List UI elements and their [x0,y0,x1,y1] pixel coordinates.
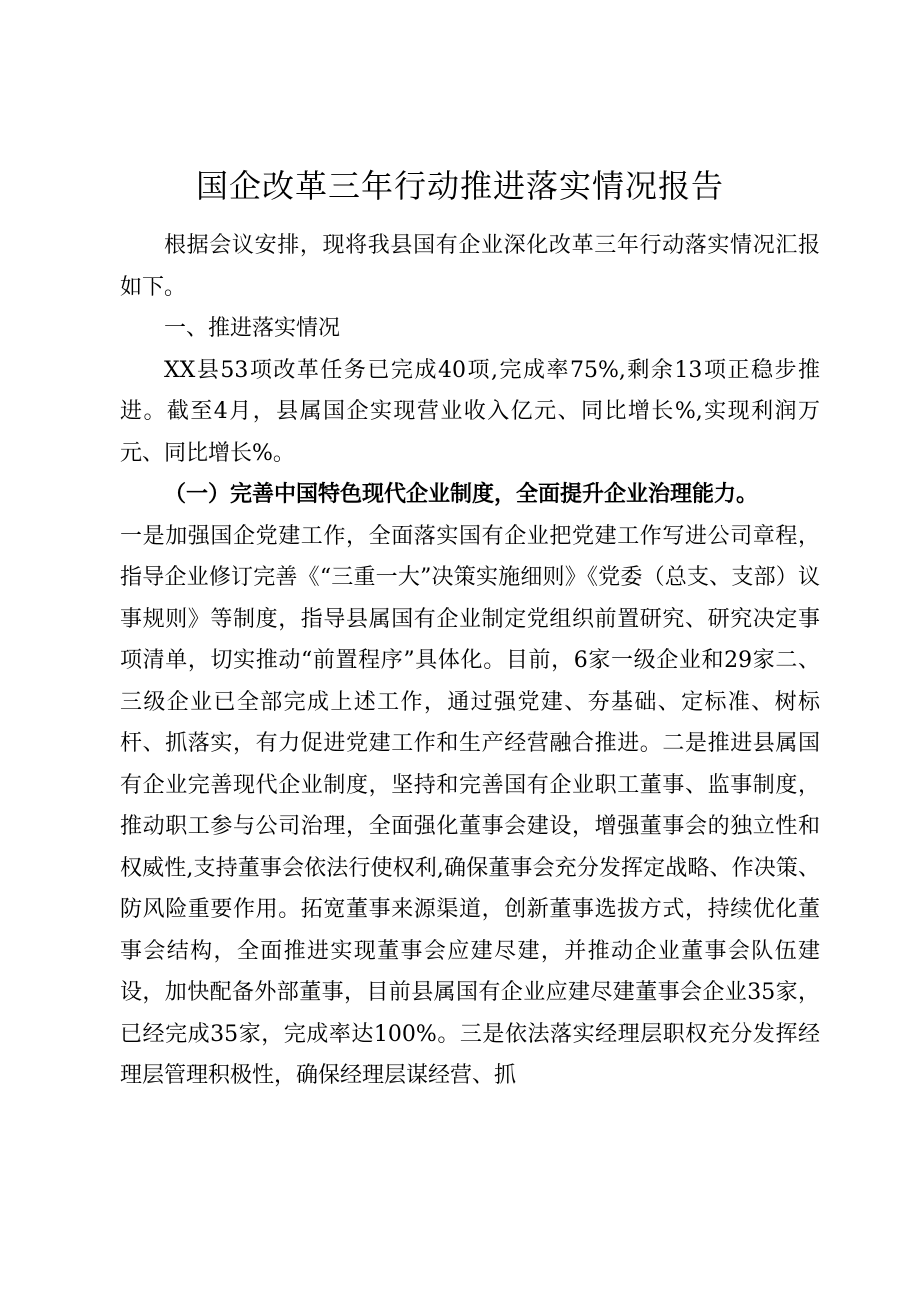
intro-paragraph: 根据会议安排，现将我县国有企业深化改革三年行动落实情况汇报如下。 [120,233,820,300]
subsection-heading-1: （一）完善中国特色现代企业制度，全面提升企业治理能力。 [164,481,759,507]
section-1-paragraph: XX县53项改革任务已完成40项,完成率75%,剩余13项正稳步推进。截至4月，县属国企实现营业收入亿元、同比增长%,实现利润万元、同比增长%。 [120,357,820,466]
document-title: 国企改革三年行动推进落实情况报告 [195,167,724,205]
section-heading-1: 一、推进落实情况 [164,316,341,341]
document-body [120,225,820,1097]
subsection-1-paragraph: 一是加强国企党建工作，全面落实国有企业把党建工作写进公司章程，指导企业修订完善《“三重一大”决策实施细则》《党委（总支、支部）议事规则》等制度，指导县属国有企业制定党组织前置研究、研究决定事项清单，切实推动“前置程序”具体化。目前，6家一级企业和29家二、三级企业已全部完成上述工作，通过强党建、夯基础、定标准、树标杆、抓落实，有力促进党建工作和生产经营融合推进。二是推进县属国有企业完善现代企业制度，坚持和完善国有企业职工董事、监事制度，推动职工参与公司治理，全面强化董事会建设，增强董事会的独立性和权威性,支持董事会依法行使权利,确保董事会充分发挥定战略、作决策、防风险重要作用。拓宽董事来源渠道，创新董事选拔方式，持续优化董事会结构，全面推进实现董事会应建尽建，并推动企业董事会队伍建设，加快配备外部董事，目前县属国有企业应建尽建董事会企业35家，已经完成35家，完成率达100%。三是依法落实经理层职权充分发挥经理层管理积极性，确保经理层谋经营、抓 [120,523,820,1088]
